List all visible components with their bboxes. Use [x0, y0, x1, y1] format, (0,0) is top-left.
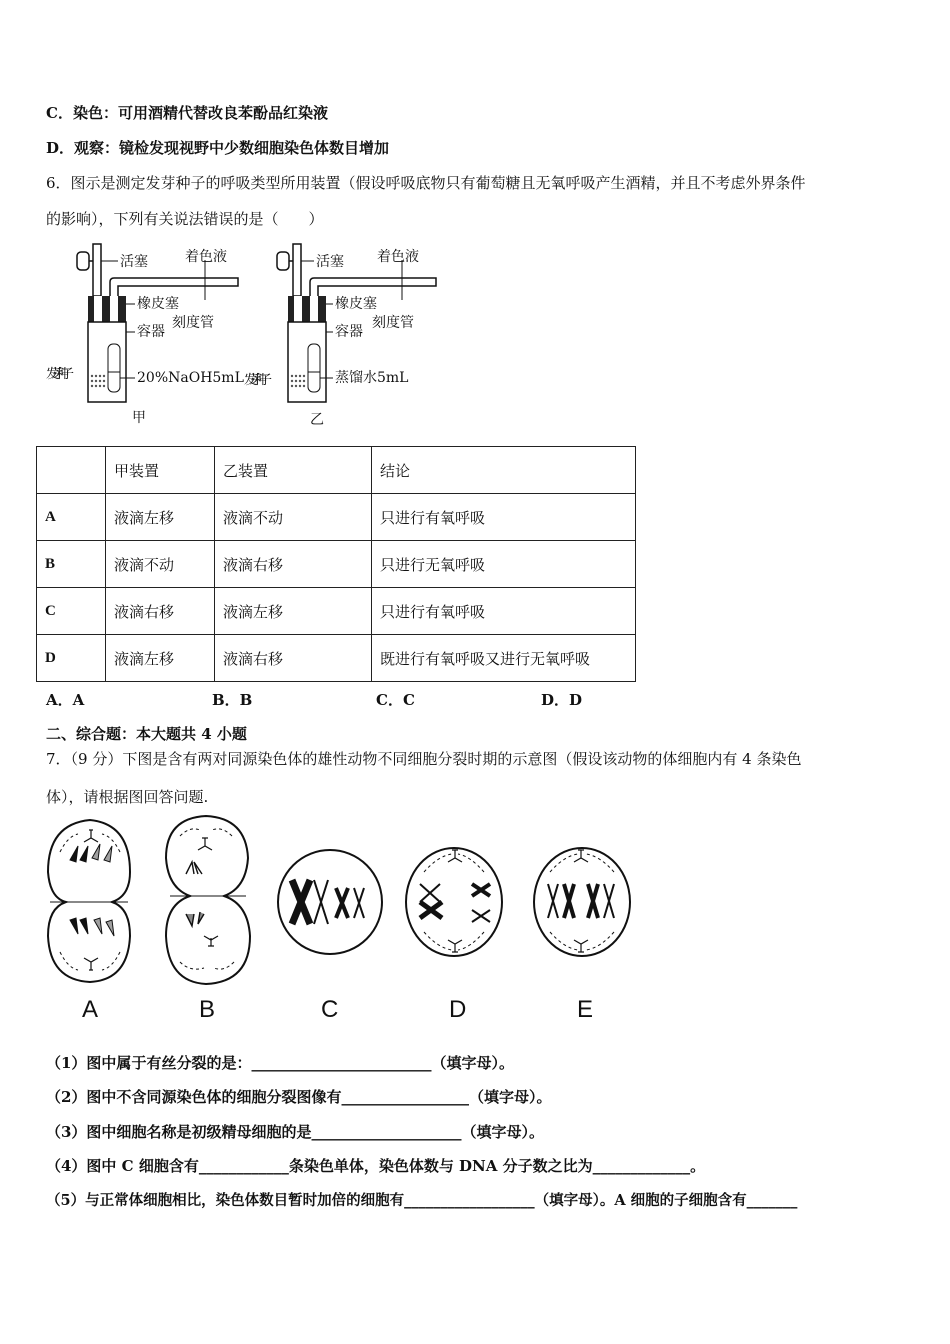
q7-stem-line2: 体），请根据图回答问题.	[46, 788, 209, 806]
table-row	[37, 494, 636, 541]
label-water: 蒸馏水5mL	[335, 370, 409, 386]
label-stopper: 橡皮塞	[335, 296, 377, 312]
option-a: A．A	[46, 691, 85, 709]
label-colored-liquid: 着色液	[377, 249, 419, 265]
caption-yi: 乙	[310, 412, 324, 428]
table-cell: 液滴不动	[106, 541, 215, 588]
table-cell: 只进行有氧呼吸	[372, 494, 636, 541]
cell-e	[534, 848, 630, 956]
q6-stem-line1: 6．图示是测定发芽种子的呼吸类型所用装置（假设呼吸底物只有葡萄糖且无氧呼吸产生酒精，并且不考虑外界条件	[46, 174, 806, 192]
table-cell: A	[37, 494, 106, 541]
table-cell: 甲装置	[106, 447, 215, 494]
table-cell: 既进行有氧呼吸又进行无氧呼吸	[372, 635, 636, 682]
table-cell: 液滴右移	[106, 588, 215, 635]
cell-label-e: E	[577, 996, 594, 1023]
table-cell	[37, 447, 106, 494]
apparatus-right	[244, 244, 436, 428]
cell-division-figure	[40, 812, 650, 992]
label-seeds: 发芽种子	[244, 373, 272, 388]
table-row	[37, 588, 636, 635]
table-cell: 液滴不动	[215, 494, 372, 541]
cell-b	[166, 816, 250, 984]
table-cell: C	[37, 588, 106, 635]
option-d: D．D	[541, 691, 583, 709]
label-stopper: 橡皮塞	[137, 296, 179, 312]
label-naoh: 20%NaOH5mL	[137, 370, 244, 386]
cell-c	[278, 850, 382, 954]
table-cell: 液滴左移	[106, 635, 215, 682]
table-cell: 液滴左移	[106, 494, 215, 541]
label-scale-tube: 刻度管	[172, 315, 214, 331]
table-cell: 液滴左移	[215, 588, 372, 635]
label-plug: 活塞	[120, 254, 148, 270]
apparatus-left	[46, 244, 244, 426]
q7-sub-1: （1）图中属于有丝分裂的是：________________________（填字母）。	[46, 1054, 514, 1072]
table-cell: 只进行无氧呼吸	[372, 541, 636, 588]
cell-label-d: D	[449, 996, 467, 1023]
table-cell: 液滴右移	[215, 541, 372, 588]
cell-label-c: C	[321, 996, 339, 1023]
label-seeds: 发芽种子	[46, 367, 74, 382]
table-cell: 结论	[372, 447, 636, 494]
table-row	[37, 541, 636, 588]
table-cell: B	[37, 541, 106, 588]
cell-label-b: B	[199, 996, 216, 1023]
table-cell: 只进行有氧呼吸	[372, 588, 636, 635]
option-c: C．C	[376, 691, 415, 709]
q6-stem-line2: 的影响），下列有关说法错误的是（ ）	[46, 210, 324, 228]
caption-jia: 甲	[132, 410, 146, 426]
table-row	[37, 635, 636, 682]
label-container: 容器	[137, 324, 165, 340]
option-b: B．B	[212, 691, 253, 709]
option-d: D．观察：镜检发现视野中少数细胞染色体数目增加	[46, 139, 390, 157]
label-scale-tube: 刻度管	[372, 315, 414, 331]
label-plug: 活塞	[316, 254, 344, 270]
option-c: C．染色：可用酒精代替改良苯酚品红染液	[46, 104, 328, 122]
q7-sub-5: （5）与正常体细胞相比，染色体数目暂时加倍的细胞有__________________（填字母）。A 细胞的子细胞含有_______	[46, 1192, 798, 1209]
cell-a	[48, 820, 130, 982]
label-container: 容器	[335, 324, 363, 340]
q7-stem-line1: 7．（9 分）下图是含有两对同源染色体的雄性动物不同细胞分裂时期的示意图（假设该动物的体细胞内有 4 条染色	[46, 750, 802, 768]
q7-sub-3: （3）图中细胞名称是初级精母细胞的是____________________（填字母）。	[46, 1123, 544, 1141]
table-cell: 液滴右移	[215, 635, 372, 682]
table-header-row	[37, 447, 636, 494]
table-cell: D	[37, 635, 106, 682]
cell-label-a: A	[82, 996, 99, 1023]
q7-sub-2: （2）图中不含同源染色体的细胞分裂图像有_________________（填字母）。	[46, 1088, 552, 1106]
q6-table	[36, 446, 636, 682]
table-cell: 乙装置	[215, 447, 372, 494]
label-colored-liquid: 着色液	[185, 249, 227, 265]
q7-sub-4: （4）图中 C 细胞含有____________条染色单体，染色体数与 DNA 分子数之比为_____________。	[46, 1157, 706, 1175]
respiration-apparatus-figure	[40, 238, 460, 434]
cell-d	[406, 848, 502, 956]
section-heading: 二、综合题：本大题共 4 小题	[46, 725, 247, 743]
